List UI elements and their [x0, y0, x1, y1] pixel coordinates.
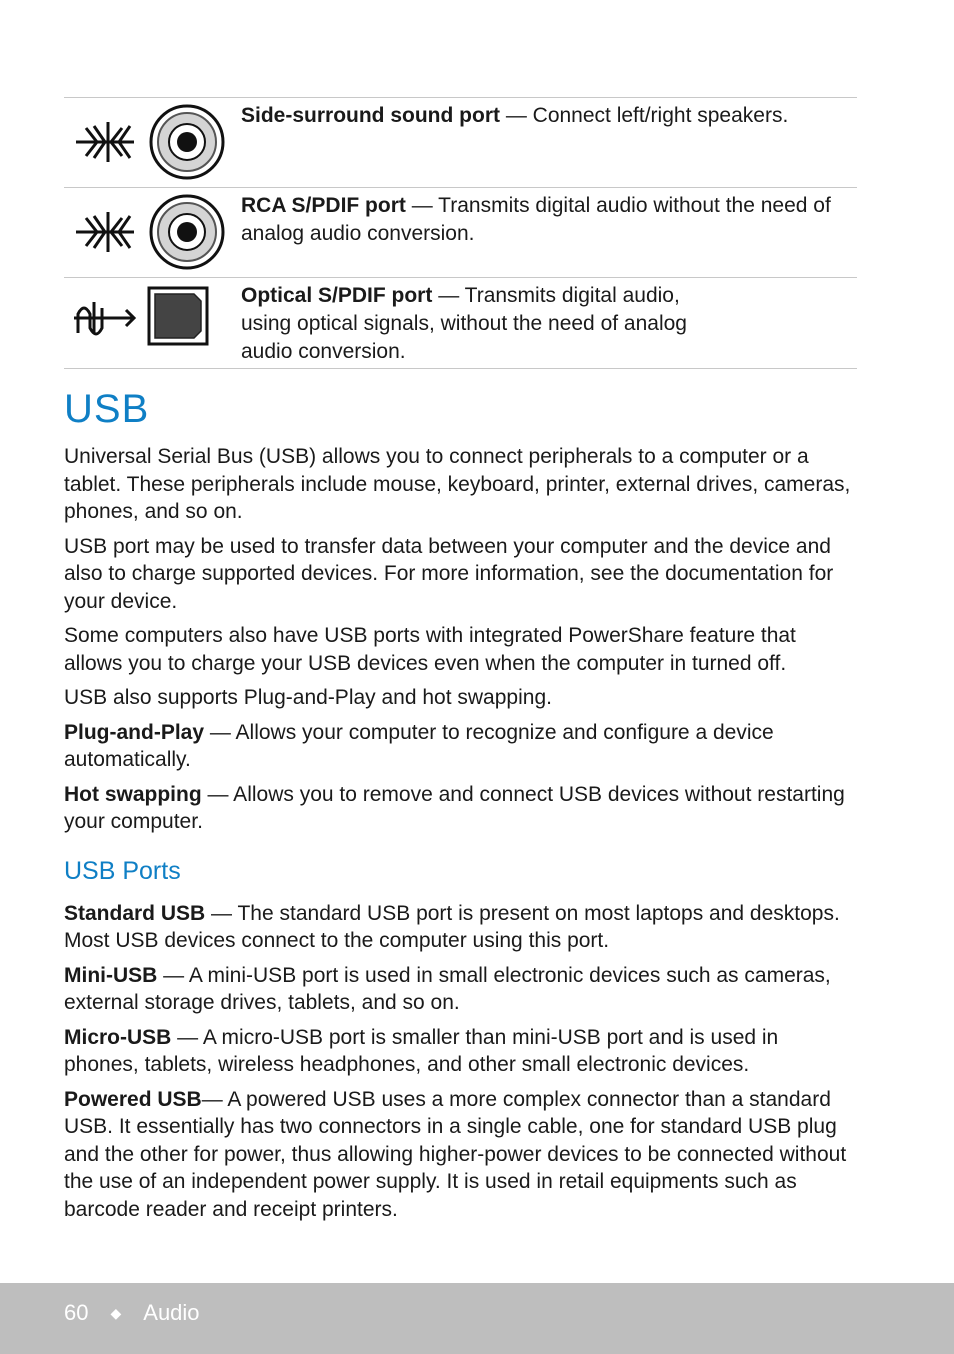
section-title-usb: USB: [64, 387, 150, 431]
definition-text: — Allows your computer to recognize and configure a device automatically.: [64, 720, 774, 771]
definition-powered-usb: [64, 1086, 857, 1224]
diamond-separator-icon: ◆: [110, 1304, 122, 1321]
definition-text: — A mini-USB port is used in small electronic devices such as cameras, external storage drives, tablets, and so on.: [64, 963, 831, 1014]
port-description: [241, 188, 857, 277]
port-desc-text: audio conversion.: [241, 340, 406, 363]
definition-term: Mini-USB: [64, 963, 158, 987]
definition-term: Micro-USB: [64, 1025, 172, 1049]
definition-hot-swapping: [64, 781, 857, 836]
page-number: 60: [64, 1300, 89, 1325]
definition-mini-usb: [64, 962, 857, 1017]
audio-spdif-symbol-icon: [64, 188, 241, 276]
port-name: Side-surround sound port: [241, 104, 500, 127]
paragraph: Universal Serial Bus (USB) allows you to connect peripherals to a computer or a tablet. These peripherals include mouse, keyboard, printer, external drives, cameras, phones, and so on.: [64, 445, 851, 523]
subsection-title-usb-ports: USB Ports: [64, 856, 181, 885]
port-description: [241, 98, 857, 187]
paragraph: USB also supports Plug-and-Play and hot swapping.: [64, 686, 552, 709]
port-description: [241, 278, 857, 368]
definition-text: — A powered USB uses a more complex connector than a standard USB. It essentially has two connectors in a single cable, one for standard USB plug and the other for power, thus allowing higher-power devices to be connected without the use of an independent power supply. It is used in retail equipments such as barcode reader and receipt printers.: [64, 1087, 847, 1221]
port-desc-text: — Connect left/right speakers.: [499, 104, 789, 127]
definition-term: Powered USB: [64, 1087, 202, 1111]
port-row-side-surround: [64, 98, 857, 188]
page-footer: [0, 1283, 954, 1354]
page-content: [64, 97, 857, 1230]
port-row-rca-spdif: [64, 188, 857, 278]
definition-term: Standard USB: [64, 901, 206, 925]
port-icons: [64, 278, 241, 368]
port-desc-text: using optical signals, without the need of analog: [241, 312, 687, 335]
port-row-optical-spdif: [64, 278, 857, 369]
definition-standard-usb: [64, 900, 857, 955]
definition-plug-and-play: [64, 719, 857, 774]
definition-text: — Allows you to remove and connect USB devices without restarting your computer.: [64, 782, 845, 833]
definition-text: — The standard USB port is present on most laptops and desktops. Most USB devices connect to the computer using this port.: [64, 901, 840, 952]
port-desc-text: — Transmits digital audio without the need of analog audio conversion.: [241, 194, 831, 245]
port-desc-text: — Transmits digital audio,: [432, 284, 680, 307]
section-name: Audio: [143, 1300, 200, 1325]
definition-term: Hot swapping: [64, 782, 202, 806]
audio-spdif-symbol-icon: [64, 98, 241, 186]
definition-text: — A micro-USB port is smaller than mini-USB port and is used in phones, tablets, wireless headphones, and other small electronic devices.: [64, 1025, 779, 1076]
optical-port-icon: [64, 278, 241, 367]
port-table: [64, 97, 857, 369]
port-name: RCA S/PDIF port: [241, 194, 406, 217]
port-name: Optical S/PDIF port: [241, 284, 433, 307]
footer-content: [64, 1300, 200, 1326]
paragraph: USB port may be used to transfer data between your computer and the device and also to charge supported devices. For more information, see the documentation for your device.: [64, 534, 834, 613]
port-icons: [64, 98, 241, 187]
port-icons: [64, 188, 241, 277]
definition-term: Plug-and-Play: [64, 720, 205, 744]
paragraph: Some computers also have USB ports with integrated PowerShare feature that allows you to charge your USB devices even when the computer in turned off.: [64, 624, 796, 675]
definition-micro-usb: [64, 1024, 857, 1079]
